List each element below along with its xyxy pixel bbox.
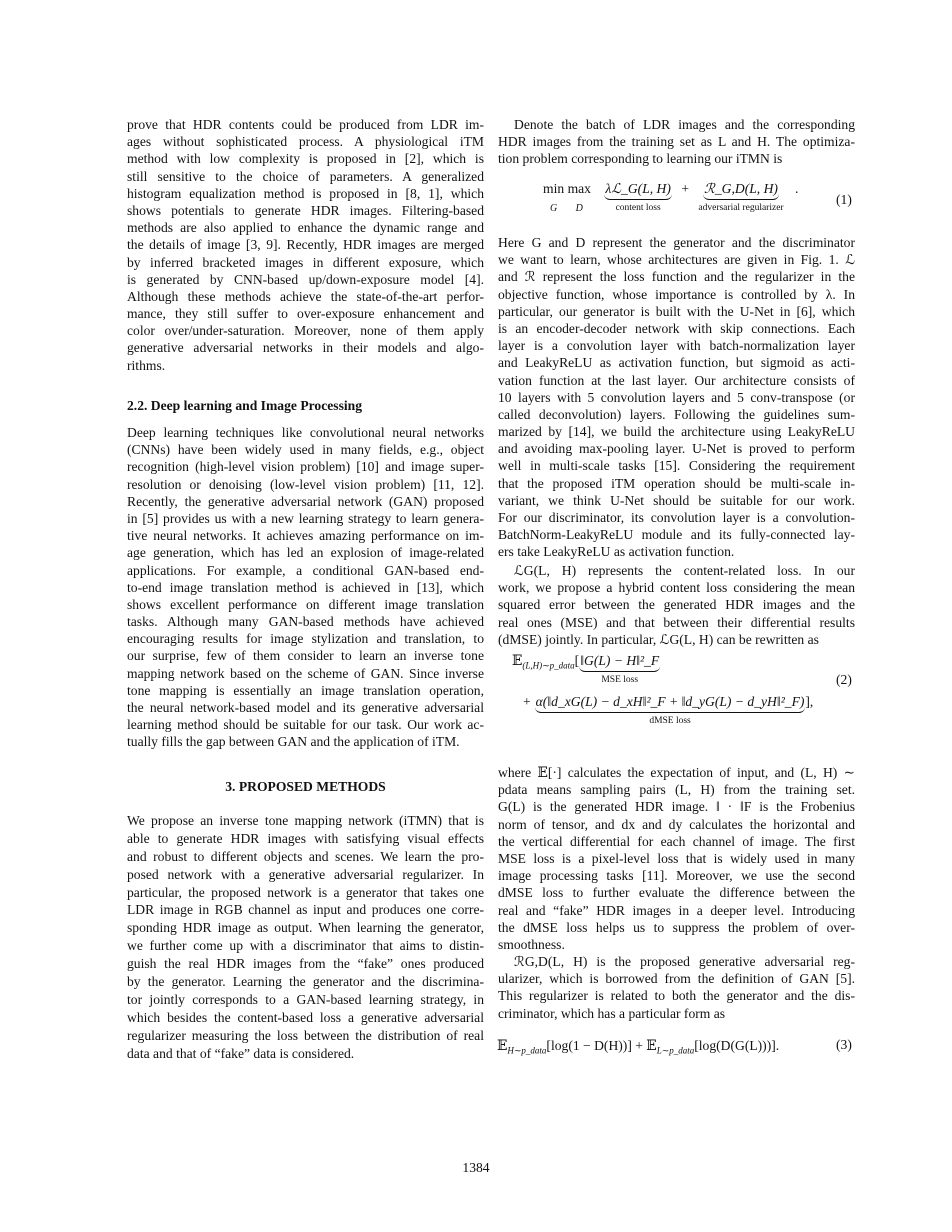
text-line: (dMSE) jointly. In particular, ℒG(L, H) can be rewritten as	[498, 631, 819, 647]
text-line: mapping network based on the scheme of GAN. Since inverse	[127, 665, 484, 681]
eq1-plus: +	[681, 181, 689, 196]
text-line: particular, the proposed network is a generator that takes one	[127, 884, 484, 900]
text-line: recognition (high-level vision problem) [10] and image super-	[127, 459, 484, 475]
eq2-expectation-sub: (L,H)∼p_data	[522, 660, 575, 671]
text-line: color over/under-saturation. Moreover, none of them apply	[127, 323, 484, 339]
text-line: we further come up with a discriminator that aims to distin-	[127, 938, 484, 954]
text-line: by inferred bracketed images in different exposure, which	[127, 254, 484, 270]
text-line: Recently, the generative adversarial network (GAN) proposed	[127, 493, 484, 509]
text-line: real and “fake” HDR images in a deeper level. Introducing	[498, 902, 855, 918]
text-line: and ℛ represent the loss function and the regularizer in the	[498, 269, 855, 285]
text-line: image processing tasks [11]. Moreover, we use the second	[498, 868, 855, 884]
equation-1-number: (1)	[836, 192, 852, 207]
text-line: where 𝔼[·] calculates the expectation of input, and (L, H) ∼	[498, 765, 855, 780]
text-line: and avoiding max-pooling layer. U-Net is proved to perform	[498, 441, 855, 457]
eq1-max-sub: D	[575, 203, 583, 214]
text-line: shows excellent performance on different image translation	[127, 596, 484, 612]
eq1-adversarial-label: adversarial regularizer	[698, 203, 784, 213]
text-line: encouraging results for image stylization and translation, to	[127, 631, 484, 647]
text-line: 10 layers with 5 convolution layers and 5 conv-transpose (or	[498, 389, 855, 405]
text-line: ℒG(L, H) represents the content-related loss. In our	[514, 563, 855, 578]
paragraph-intro	[127, 116, 484, 374]
eq3-sub-1: H∼p_data	[507, 1045, 547, 1056]
text-line: data and that of “fake” data is considered.	[127, 1045, 355, 1061]
text-line: resolution or denoising (low-level vision problem) [11, 12].	[127, 476, 484, 492]
text-line: applications. For example, a conditional GAN-based end-	[127, 562, 484, 578]
text-line: well in multi-scale tasks [15]. Considering the requirement	[498, 458, 855, 474]
text-line: the dMSE loss helps us to suppress the problem of over-	[498, 919, 855, 935]
text-line: MSE loss is a pixel-level loss that is widely used in many	[498, 850, 855, 866]
text-line: ers take LeakyReLU as activation function.	[498, 544, 735, 560]
text-line: tor jointly corresponds to a GAN-based learning strategy, in	[127, 991, 484, 1007]
eq3-body-1: [log(1 − D(H))] + 𝔼	[546, 1038, 657, 1053]
text-line: and robust to different objects and scenes. We learn the pro-	[127, 848, 484, 864]
eq2-dmse-term: α(‖d_xG(L) − d_xH‖²_F + ‖d_yG(L) − d_yH‖²_F)	[535, 694, 805, 709]
eq2-open-bracket: [	[574, 653, 580, 668]
eq1-max: max	[567, 181, 591, 196]
text-line: objective function, whose importance is controlled by λ. In	[498, 286, 855, 302]
text-line: dMSE loss to further evaluate the difference between the	[498, 885, 855, 901]
text-line: our surprise, few of them consider to learn an inverse tone	[127, 648, 484, 664]
eq2-mse-label: MSE loss	[601, 675, 639, 685]
text-line: is generated by CNN-based up/down-exposure model [4].	[127, 271, 484, 287]
equation-2-line-1	[512, 652, 660, 686]
text-line: learning method should be suitable for our task. Our work ac-	[127, 717, 484, 733]
text-line: vation function at the last layer. Our architecture consists of	[498, 372, 855, 388]
text-line: smoothness.	[498, 936, 565, 952]
text-line: regularizer measuring the loss between the distribution of real	[127, 1027, 484, 1043]
text-line: posed network with a generative adversarial regularizer. In	[127, 866, 484, 882]
eq2-plus: +	[523, 694, 531, 709]
text-line: tually fills the gap between GAN and the application of iTM.	[127, 734, 460, 750]
text-line: we want to learn, whose architectures are given in Fig. 1. ℒ	[498, 252, 855, 268]
equation-3	[497, 1037, 779, 1060]
text-line: guish the real HDR images from the “fake” ones produced	[127, 956, 484, 972]
text-line: the vertical differential for each channel of image. The first	[498, 833, 855, 849]
text-line: by the generator. Learning the generator and the discrimina-	[127, 974, 484, 990]
text-line: histogram equalization method is proposed in [8, 1], which	[127, 185, 484, 201]
text-line: mance, they still suffer to over-exposure enhancement and	[127, 306, 484, 322]
eq1-content-term: λℒ_G(L, H)	[605, 181, 671, 196]
eq2-close-bracket: ],	[805, 694, 814, 709]
text-line: G(L) is the generated HDR image. ‖ · ‖F is the Frobenius	[498, 799, 855, 815]
text-line: tion problem corresponding to learning our iTMN is	[498, 151, 783, 167]
eq1-content-label: content loss	[615, 203, 661, 213]
text-line: the details of image [3, 9]. Recently, HDR images are merged	[127, 237, 484, 253]
text-line: and LeakyReLU as activation function, but sigmoid as acti-	[498, 355, 855, 371]
text-line: in [5] provides us with a new learning strategy to learn genera-	[127, 510, 484, 526]
eq2-dmse-label: dMSE loss	[649, 716, 691, 726]
text-line: ℛG,D(L, H) is the proposed generative adversarial reg-	[514, 954, 855, 969]
eq2-expectation: 𝔼	[512, 653, 523, 668]
text-line: LDR image in RGB channel as input and produces one corre-	[127, 902, 484, 918]
text-line: Deep learning techniques like convolutional neural networks	[127, 425, 484, 440]
text-line: is an encoder-decoder network with skip connections. Each	[498, 320, 855, 336]
text-line: which besides the content-based loss a generative adversarial	[127, 1009, 484, 1025]
text-line: pdata means sampling pairs (L, H) from the training set.	[498, 782, 855, 798]
text-line: tive neural networks. It achieves amazing performance on im-	[127, 528, 484, 544]
text-line: ages without sophisticated process. A physiological iTM	[127, 134, 484, 150]
paragraph-where	[498, 764, 855, 953]
eq1-min: min	[543, 181, 565, 196]
text-line: that the proposed iTM operation should be multi-scale in-	[498, 475, 855, 491]
text-line: We propose an inverse tone mapping network (iTMN) that is	[127, 813, 484, 828]
paragraph-proposed-methods	[127, 812, 484, 1062]
paragraph-denote	[498, 116, 855, 168]
text-line: particular, our generator is built with the U-Net in [6], which	[498, 303, 855, 319]
text-line: layer is a convolution layer with batch-normalization layer	[498, 338, 855, 354]
text-line: squared error between the generated HDR images and the	[498, 597, 855, 613]
text-line: norm of tensor, and dx and dy calculates the horizontal and	[498, 816, 855, 832]
text-line: work, we propose a hybrid content loss considering the mean	[498, 580, 855, 596]
text-line: shows potentials to generate HDR images. Filtering-based	[127, 202, 484, 218]
equation-3-number: (3)	[836, 1037, 852, 1052]
eq1-adversarial-term: ℛ_G,D(L, H)	[704, 181, 778, 196]
text-line: (CNNs) have been widely used in many fields, e.g., object	[127, 442, 484, 458]
eq3-sub-2: L∼p_data	[656, 1045, 695, 1056]
paragraph-here	[498, 234, 855, 561]
section-heading-3: 3. PROPOSED METHODS	[225, 779, 386, 794]
text-line: to-end image translation method is achieved in [13], which	[127, 579, 484, 595]
text-line: criminator, which has a particular form as	[498, 1005, 726, 1021]
text-line: still sensitive to the choice of parameters. A generalized	[127, 168, 484, 184]
paragraph-content-loss	[498, 562, 855, 648]
text-line: called deconvolution) layers. Following the guidelines sum-	[498, 406, 855, 422]
eq3-expectation-1: 𝔼	[497, 1038, 508, 1053]
equation-2-number: (2)	[836, 672, 852, 687]
text-line: prove that HDR contents could be produced from LDR im-	[127, 117, 484, 132]
text-line: sponding HDR image as output. When learning the generator,	[127, 920, 484, 936]
text-line: Here G and D represent the generator and the discriminator	[498, 235, 855, 250]
text-line: method with low complexity is proposed in [2], which is	[127, 151, 484, 167]
eq1-period: .	[794, 181, 799, 196]
text-line: the neural network-based model and its generative adversarial	[127, 700, 484, 715]
text-line: This regularizer is related to both the generator and the dis-	[498, 988, 855, 1004]
text-line: able to generate HDR images with satisfying visual effects	[127, 830, 484, 846]
text-line: real ones (MSE) and that between their differential results	[498, 614, 855, 630]
paragraph-deep-learning	[127, 424, 484, 751]
text-line: tasks. Although many GAN-based methods have achieved	[127, 614, 484, 630]
text-line: methods are also applied to enhance the dynamic range and	[127, 220, 484, 236]
paragraph-regularizer	[498, 953, 855, 1022]
equation-2-line-2	[523, 693, 813, 727]
text-line: rithms.	[127, 357, 166, 373]
text-line: HDR images from the training set as L and H. The optimiza-	[498, 134, 855, 150]
text-line: BatchNorm-LeakyReLU module and its fully-connected lay-	[498, 527, 855, 543]
eq3-body-2: [log(D(G(L)))].	[694, 1038, 780, 1053]
eq1-min-sub: G	[549, 203, 558, 214]
text-line: marized by [14], we build the architecture using LeakyReLU	[498, 424, 855, 440]
section-heading-2-2: 2.2. Deep learning and Image Processing	[127, 398, 362, 413]
text-line: variant, we think U-Net should be suitable for our work.	[498, 492, 855, 508]
text-line: Although these methods achieve the state-of-the-art perfor-	[127, 288, 484, 304]
text-line: For our discriminator, its convolution layer is a convolution-	[498, 510, 855, 525]
text-line: tone mapping is essentially an image translation operation,	[127, 682, 484, 698]
page-number: 1384	[462, 1160, 490, 1175]
text-line: age generation, which has led an explosion of image-related	[127, 545, 484, 561]
equation-1	[543, 180, 798, 216]
text-line: Denote the batch of LDR images and the corresponding	[514, 117, 855, 132]
eq2-mse-term: ‖G(L) − H‖²_F	[580, 653, 660, 668]
text-line: generative adversarial networks in their models and algo-	[127, 340, 484, 356]
text-line: ularizer, which is borrowed from the definition of GAN [5].	[498, 971, 855, 987]
